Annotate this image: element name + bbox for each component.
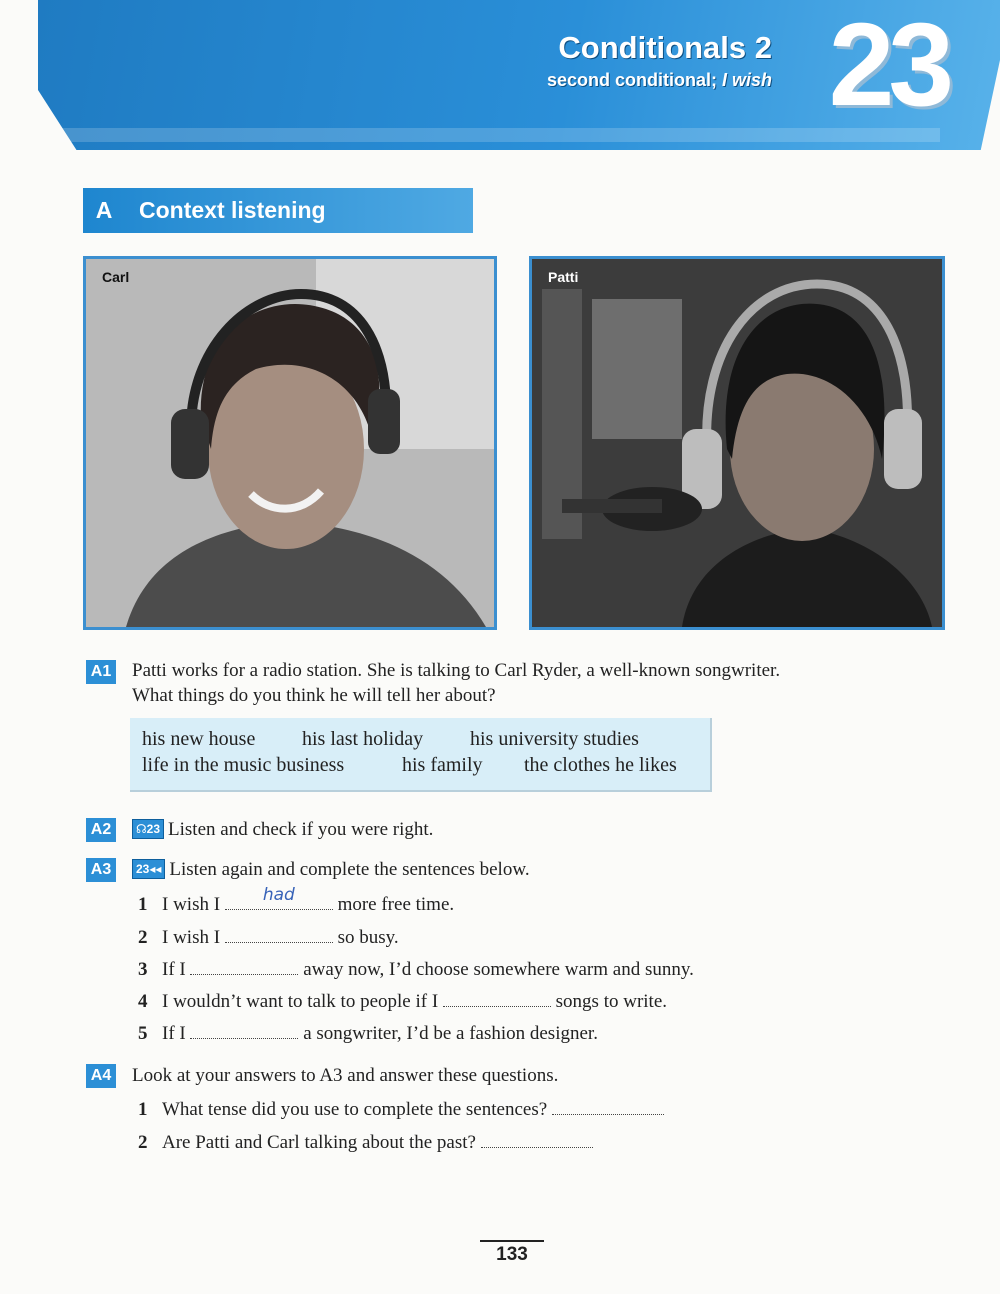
word-option: life in the music business: [142, 754, 345, 776]
item-before: I wish I: [162, 927, 221, 948]
word-row-2: [142, 752, 677, 778]
item-after: away now, I’d choose somewhere warm and sunny.: [303, 959, 694, 980]
item-before: I wish I: [162, 894, 221, 915]
a4-item-2: [138, 1131, 593, 1155]
carl-illustration: [86, 259, 494, 627]
answer-blank-a4-1[interactable]: [552, 1100, 664, 1115]
item-before: I wouldn’t want to talk to people if I: [162, 991, 439, 1012]
item-text: What tense did you use to complete the sentences?: [162, 1099, 548, 1120]
answer-blank-a4-2[interactable]: [481, 1133, 593, 1148]
page-number: 133: [480, 1240, 544, 1266]
section-header: [83, 188, 473, 233]
banner-strip: [60, 128, 940, 142]
a2-text: Listen and check if you were right.: [168, 819, 434, 840]
a3-text: Listen again and complete the sentences below.: [169, 859, 530, 880]
photo-label-patti: Patti: [548, 269, 579, 285]
word-option: his new house: [142, 728, 256, 750]
word-option: his last holiday: [302, 728, 424, 750]
item-after: a songwriter, I’d be a fashion designer.: [303, 1023, 598, 1044]
a4-instructions: Look at your answers to A3 and answer these questions.: [132, 1065, 559, 1086]
answer-blank-1[interactable]: [225, 885, 333, 910]
photo-label-carl: Carl: [102, 269, 130, 285]
a1-instructions: [132, 658, 932, 708]
a3-item-5: [138, 1022, 598, 1046]
item-number: 2: [138, 927, 148, 948]
exercise-badge-a2: A2: [86, 818, 116, 842]
a1-line-1: Patti works for a radio station. She is talking to Carl Ryder, a well-known songwriter.: [132, 660, 781, 681]
a3-item-2: [138, 926, 399, 950]
a2-instructions: [132, 817, 433, 842]
item-number: 1: [138, 1099, 148, 1120]
photo-carl: [83, 256, 497, 630]
item-number: 3: [138, 959, 148, 980]
exercise-badge-a3: A3: [86, 858, 116, 882]
item-number: 4: [138, 991, 148, 1012]
a1-line-2: What things do you think he will tell her about?: [132, 685, 496, 706]
unit-subtitle: [547, 70, 772, 91]
a3-item-3: [138, 958, 694, 982]
exercise-badge-a4: A4: [86, 1064, 116, 1088]
answer-blank-4[interactable]: [443, 992, 551, 1007]
patti-illustration: [532, 259, 942, 627]
item-number: 1: [138, 894, 148, 915]
item-after: more free time.: [337, 894, 455, 915]
a3-item-4: [138, 990, 667, 1014]
item-text: Are Patti and Carl talking about the past?: [162, 1132, 476, 1153]
a4-item-1: [138, 1098, 664, 1122]
word-box: [130, 718, 712, 792]
a3-item-1: [138, 885, 455, 917]
unit-subtitle-plain: second conditional;: [546, 70, 722, 90]
section-letter: A: [95, 197, 113, 223]
item-after: songs to write.: [555, 991, 668, 1012]
item-number: 5: [138, 1023, 148, 1044]
answer-blank-5[interactable]: [190, 1024, 298, 1039]
handwritten-answer: had: [262, 885, 295, 905]
audio-replay-icon[interactable]: 23◂◂: [132, 859, 165, 879]
unit-number: 23: [828, 0, 948, 131]
word-option: his family: [402, 754, 483, 776]
a3-instructions: [132, 857, 530, 882]
word-option: the clothes he likes: [524, 754, 677, 776]
photo-patti: [529, 256, 945, 630]
word-row-1: [142, 726, 639, 752]
exercise-badge-a1: A1: [86, 660, 116, 684]
word-option: his university studies: [470, 728, 639, 750]
unit-title: Conditionals 2: [558, 30, 772, 65]
section-title: Context listening: [139, 197, 326, 223]
answer-blank-3[interactable]: [190, 960, 298, 975]
item-after: so busy.: [337, 927, 399, 948]
item-before: If I: [162, 1023, 186, 1044]
audio-track-icon[interactable]: ☊23: [132, 819, 164, 839]
unit-subtitle-italic: I wish: [721, 70, 772, 90]
item-number: 2: [138, 1132, 148, 1153]
answer-blank-2[interactable]: [225, 928, 333, 943]
item-before: If I: [162, 959, 186, 980]
